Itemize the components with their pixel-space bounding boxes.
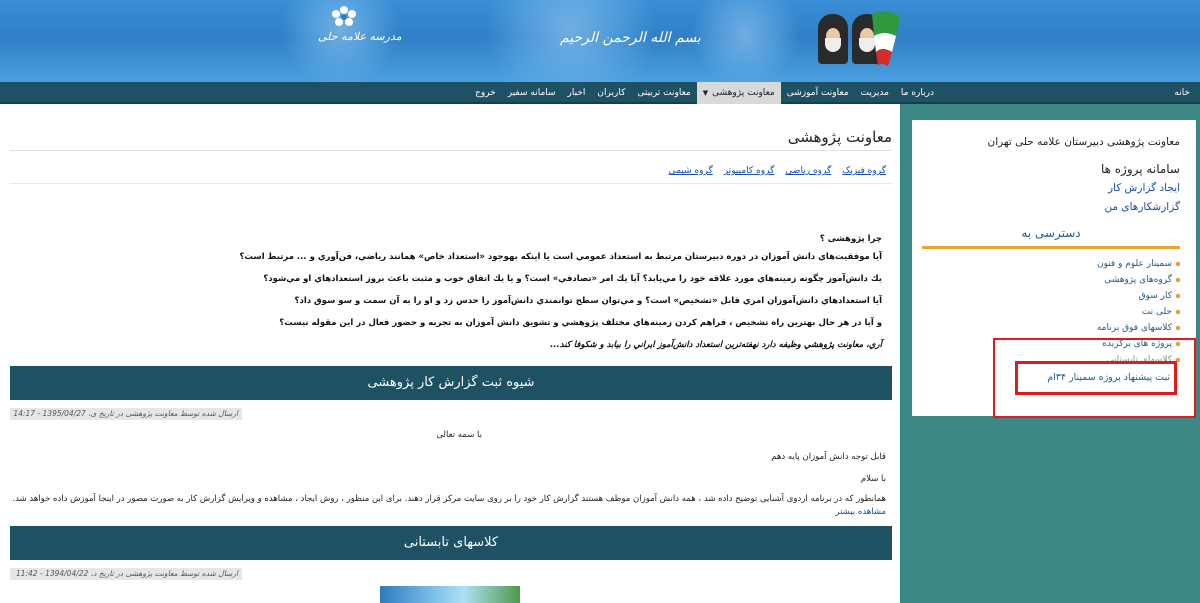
my-reports-link[interactable]: گزارشکارهای من — [1104, 201, 1180, 213]
group-chemistry-link[interactable]: گروه شیمی — [668, 166, 713, 176]
intro-paragraph: آيا موفقيت‌هاي دانش آموزان در دوره دبيرستان مرتبط به استعداد عمومي است يا اينكه بهوجود «استعداد خاص» همانند رياضي، فن‌آوري و ... مرتبط است؟ — [239, 252, 882, 262]
sidebar-title: سامانه پروژه ها — [1100, 162, 1180, 176]
divider — [10, 150, 892, 151]
post-meta: ارسال شده توسط معاونت پژوهشی در تاریخ ی، 1395/04/27 - 14:17 — [10, 408, 242, 420]
nav-item-research-label: معاونت پژوهشی — [712, 88, 775, 98]
flag-icon — [866, 6, 906, 68]
nav-item-education[interactable]: معاونت آموزشی — [786, 88, 849, 98]
intro-paragraph: آري، معاونت پژوهشي وظيفه دارد نهفته‌ترين استعداد دانش‌آموز ايراني را بيابد و شكوفا كند... — [550, 340, 882, 350]
create-report-link[interactable]: ایجاد گزارش کار — [1107, 182, 1180, 194]
intro-paragraph: يك دانش‌آموز چگونه زمينه‌هاي مورد علاقه خود را مي‌يابد؟ آيا يك امر «تصادفي» است؟ و يا يك اتفاق خوب و مثبت باعث بروز استعدادهاي او مي‌شود؟ — [263, 274, 882, 284]
menu-item-label: کلاسهای تابستانی — [1106, 355, 1172, 365]
bullet-icon — [1176, 326, 1180, 330]
main-content — [0, 104, 900, 603]
site-banner — [0, 0, 1200, 82]
post-title-bar[interactable] — [10, 366, 892, 400]
nav-item-about[interactable]: درباره ما — [900, 88, 934, 98]
menu-item-label: گروه‌های پژوهشی — [1104, 275, 1172, 285]
menu-item-seminar-proposal[interactable]: ثبت پیشنهاد پروژه سمینار ۳۴ام — [1047, 372, 1170, 383]
chevron-down-icon: ▼ — [702, 89, 709, 97]
menu-item-research-groups[interactable] — [1097, 272, 1180, 288]
post-title: کلاسهای تابستانی — [403, 535, 499, 550]
intro-paragraph: آيا استعدادهاي دانش‌آموزان امري قابل «تشخيص» است؟ و مي‌توان سطح توانمندي دانش‌آموز را حدس زد و او را به آن سمت و سو سوق داد؟ — [294, 296, 882, 306]
banner-calligraphy-left: مدرسه علامه حلی — [318, 30, 402, 43]
nav-item-users[interactable]: کاربران — [597, 88, 626, 98]
intro-question: چرا پژوهشی ؟ — [819, 234, 882, 244]
group-math-link[interactable]: گروه ریاضی — [785, 166, 832, 176]
post-line: قابل توجه دانش آموزان پایه دهم — [771, 452, 886, 462]
bullet-icon — [1176, 278, 1180, 282]
menu-item-extra-classes[interactable] — [1097, 320, 1180, 336]
bullet-icon — [1176, 310, 1180, 314]
banner-ornament — [690, 0, 800, 82]
nav-item-logout[interactable]: خروج — [475, 88, 496, 98]
nav-item-safir[interactable]: سامانه سفیر — [507, 88, 556, 98]
group-links — [669, 166, 886, 176]
post-title: شیوه ثبت گزارش کار پژوهشی — [367, 375, 535, 390]
menu-item-label: کلاسهای فوق برنامه — [1096, 323, 1172, 333]
bullet-icon — [1176, 294, 1180, 298]
post-line: با سمه تعالی — [436, 430, 482, 440]
access-heading: دسترسی به — [922, 226, 1180, 249]
post-meta: ارسال شده توسط معاونت پژوهشی در تاریخ د، 1394/04/22 - 11:42 — [10, 568, 242, 580]
nav-item-management[interactable]: مدیریت — [860, 88, 889, 98]
nav-home[interactable]: خانه — [1174, 88, 1190, 98]
read-more-link[interactable]: مشاهده بیشتر — [835, 507, 886, 517]
post-thumbnail[interactable] — [380, 586, 520, 603]
menu-item-label: پروژه های برگزیده — [1102, 339, 1172, 349]
nav-items — [469, 82, 940, 104]
post-line: همانطور که در برنامه اردوی آشنایی توضیح داده شد ، همه دانش آموزان موظف هستند گزارش کار خود را بر روی سایت مرکز قرار دهند. برای این منظور ، روش ایجاد ، مشاهده و ویرایش گزارش کار به صورت مصور در اینجا آموزش داده خواهد شد. — [12, 494, 886, 504]
menu-item-karsoq[interactable] — [1097, 288, 1180, 304]
intro-text — [22, 228, 882, 356]
main-navbar — [0, 82, 1200, 104]
group-computer-link[interactable]: گروه کامپیوتر — [723, 166, 775, 176]
banner-calligraphy-center: بسم الله الرحمن الرحیم — [560, 30, 701, 46]
menu-item-label: سمینار علوم و فنون — [1096, 259, 1172, 269]
nav-item-training[interactable]: معاونت تربیتی — [637, 88, 691, 98]
page-title: معاونت پژوهشی — [787, 128, 892, 146]
menu-item-hellinet[interactable] — [1097, 304, 1180, 320]
sidebar-org-name: معاونت پژوهشی دبیرستان علامه حلی تهران — [987, 136, 1180, 148]
bullet-icon — [1176, 262, 1180, 266]
menu-item-seminar[interactable] — [1097, 256, 1180, 272]
portrait-left — [818, 14, 848, 64]
school-logo-icon — [324, 2, 364, 32]
post-title-bar[interactable] — [10, 526, 892, 560]
menu-item-label: حلی نت — [1141, 307, 1172, 317]
nav-item-research[interactable] — [697, 82, 781, 104]
group-physics-link[interactable]: گروه فیزیک — [842, 166, 886, 176]
nav-item-news[interactable]: اخبار — [567, 88, 586, 98]
divider — [10, 183, 892, 184]
intro-paragraph: و آيا در هر حال بهترين راه تشخيص ، فراهم كردن زمينه‌هاي مختلف پژوهشي و تشويق دانش آموزان به تجربه و حضور فعال در اين مقوله نيست؟ — [279, 318, 882, 328]
post-line: با سلام — [860, 474, 886, 484]
menu-item-label: کار سوق — [1138, 291, 1172, 301]
